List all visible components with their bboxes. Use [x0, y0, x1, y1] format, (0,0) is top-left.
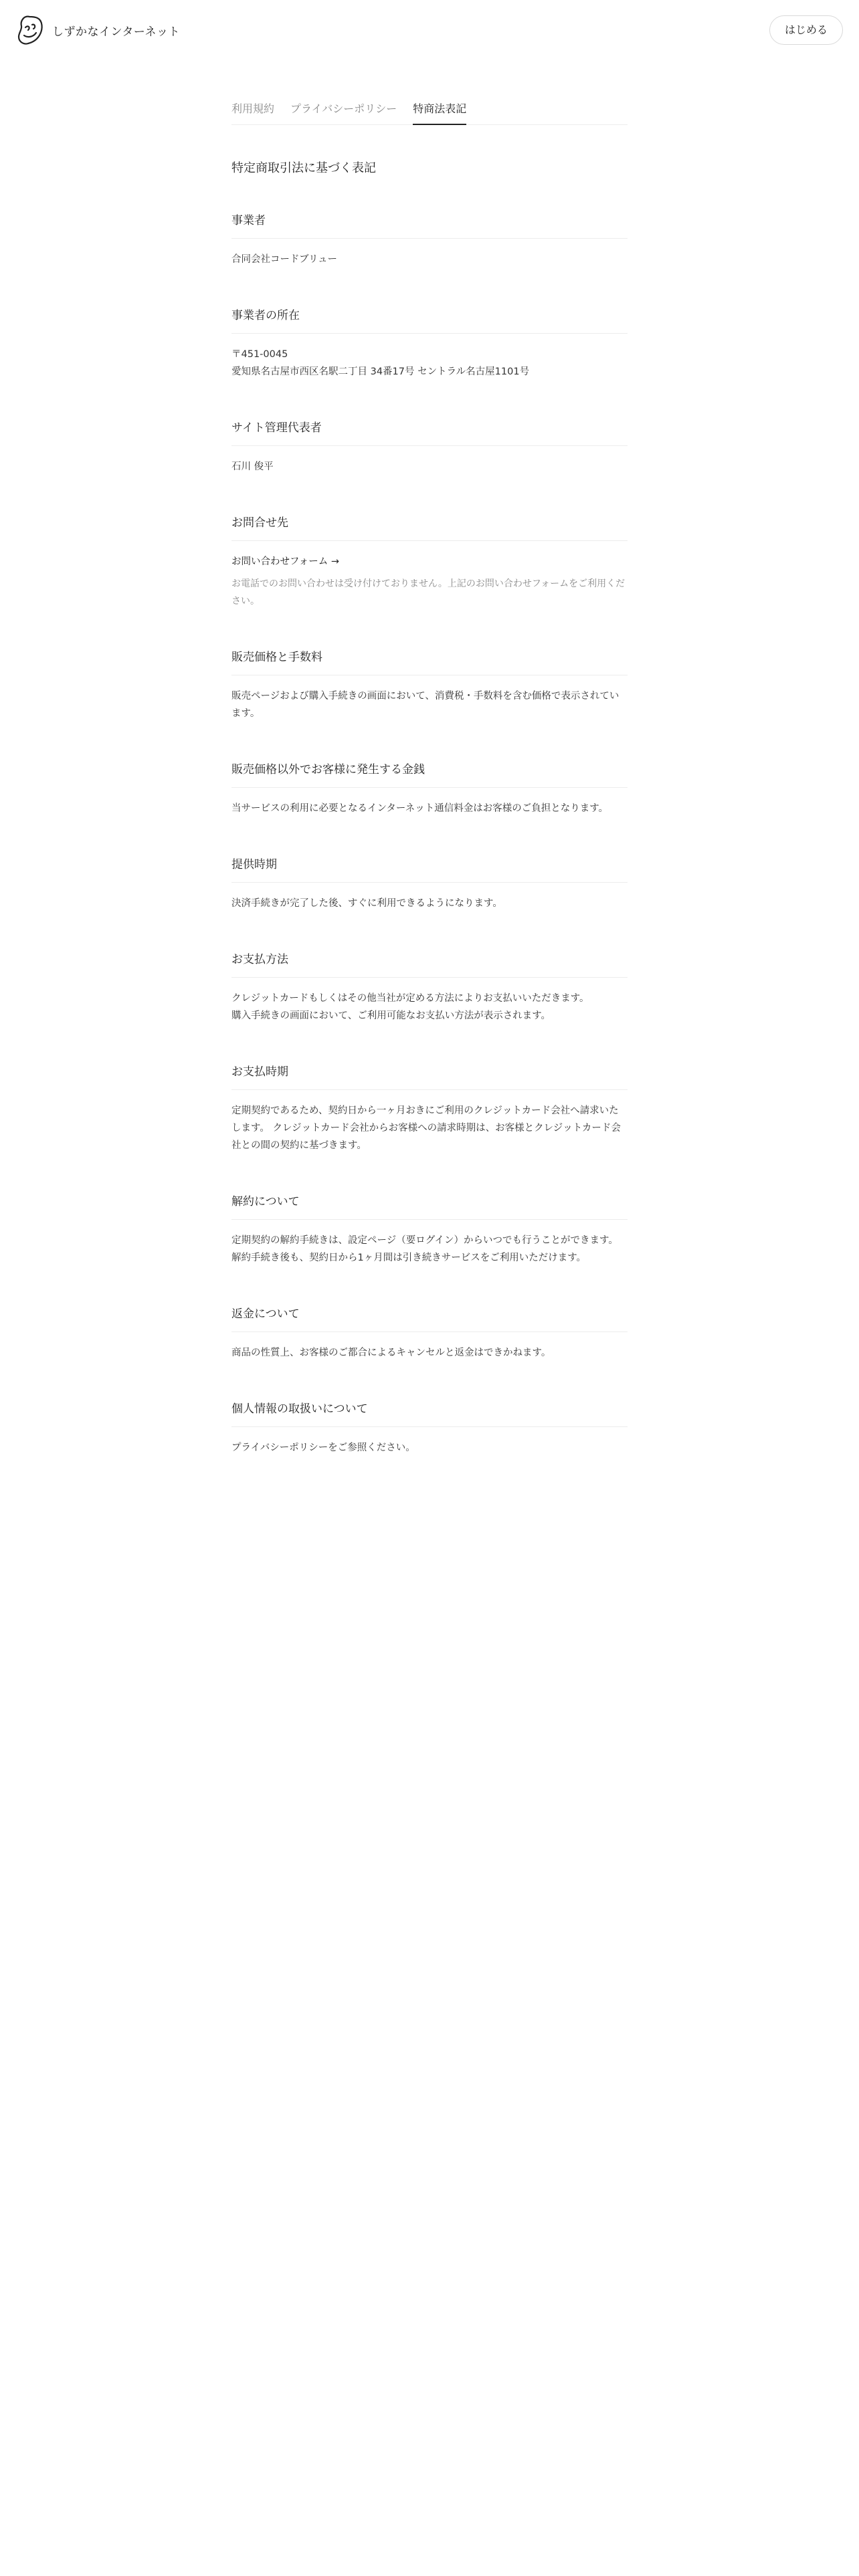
section-body: [231, 990, 628, 1025]
section-body: 販売ページおよび購入手続きの画面において、消費税・手数料を含む価格で表示されています。: [231, 691, 619, 719]
logo-icon: [16, 13, 45, 47]
section-title: 販売価格と手数料: [231, 647, 628, 675]
main-content: [231, 94, 628, 1457]
legal-tabs: [231, 94, 628, 125]
section-contact: [231, 513, 628, 610]
section-price: [231, 647, 628, 722]
page-title: 特定商取引法に基づく表記: [231, 161, 376, 175]
section-body: 当サービスの利用に必要となるインターネット通信料金はお客様のご負担となります。: [231, 803, 609, 814]
section-title: 解約について: [231, 1192, 628, 1220]
section-body: 定期契約の解約手続きは、設定ページ（要ログイン）からいつでも行うことができます。解約手続き後も、契約日から1ヶ月間は引き続きサービスをご利用いただけます。: [231, 1235, 618, 1263]
section-title: 販売価格以外でお客様に発生する金銭: [231, 760, 628, 788]
section-delivery: [231, 855, 628, 912]
section-title: 個人情報の取扱いについて: [231, 1399, 628, 1427]
payment-method-line: クレジットカードもしくはその他当社が定める方法によりお支払いいただきます。: [231, 993, 589, 1004]
section-title: 事業者: [231, 211, 628, 239]
section-body: [231, 553, 628, 610]
site-header: [0, 0, 859, 60]
section-cancellation: [231, 1192, 628, 1267]
section-manager: [231, 418, 628, 475]
street-address: 愛知県名古屋市西区名駅二丁目 34番17号 セントラル名古屋1101号: [231, 366, 530, 377]
section-address: [231, 306, 628, 381]
logo-text: しずかなインターネット: [52, 25, 180, 39]
section-title: 事業者の所在: [231, 306, 628, 334]
section-body: 商品の性質上、お客様のご都合によるキャンセルと返金はできかねます。: [231, 1348, 551, 1358]
section-title: お問合せ先: [231, 513, 628, 541]
section-body: 定期契約であるため、契約日から一ヶ月おきにご利用のクレジットカード会社へ請求いたします。 クレジットカード会社からお客様への請求時期は、お客様とクレジットカード会社との間の契約に基づきます。: [231, 1105, 621, 1151]
section-body: 決済手続きが完了した後、すぐに利用できるようになります。: [231, 898, 502, 909]
section-body: プライバシーポリシーをご参照ください。: [231, 1442, 415, 1453]
section-operator: [231, 211, 628, 268]
postal-code: 〒451-0045: [231, 349, 288, 360]
section-payment-timing: [231, 1062, 628, 1154]
section-other-costs: [231, 760, 628, 817]
section-refund: [231, 1304, 628, 1362]
payment-method-line: 購入手続きの画面において、ご利用可能なお支払い方法が表示されます。: [231, 1010, 551, 1021]
section-title: サイト管理代表者: [231, 418, 628, 446]
section-title: お支払時期: [231, 1062, 628, 1090]
section-title: お支払方法: [231, 950, 628, 978]
contact-note: お電話でのお問い合わせは受け付けておりません。上記のお問い合わせフォームをご利用ください。: [231, 578, 626, 607]
tab-terms[interactable]: 利用規約: [231, 102, 275, 115]
section-body: 合同会社コードブリュー: [231, 254, 338, 265]
logo-link[interactable]: [16, 13, 180, 47]
start-button[interactable]: はじめる: [769, 15, 843, 45]
section-privacy: [231, 1399, 628, 1457]
tab-privacy-policy[interactable]: プライバシーポリシー: [290, 102, 397, 115]
contact-form-link[interactable]: お問い合わせフォーム →: [231, 556, 340, 567]
section-payment-method: [231, 950, 628, 1025]
tab-commercial-law[interactable]: 特商法表記: [413, 94, 466, 125]
section-title: 返金について: [231, 1304, 628, 1332]
section-body: [231, 346, 628, 381]
section-body: 石川 俊平: [231, 461, 274, 472]
section-title: 提供時期: [231, 855, 628, 883]
